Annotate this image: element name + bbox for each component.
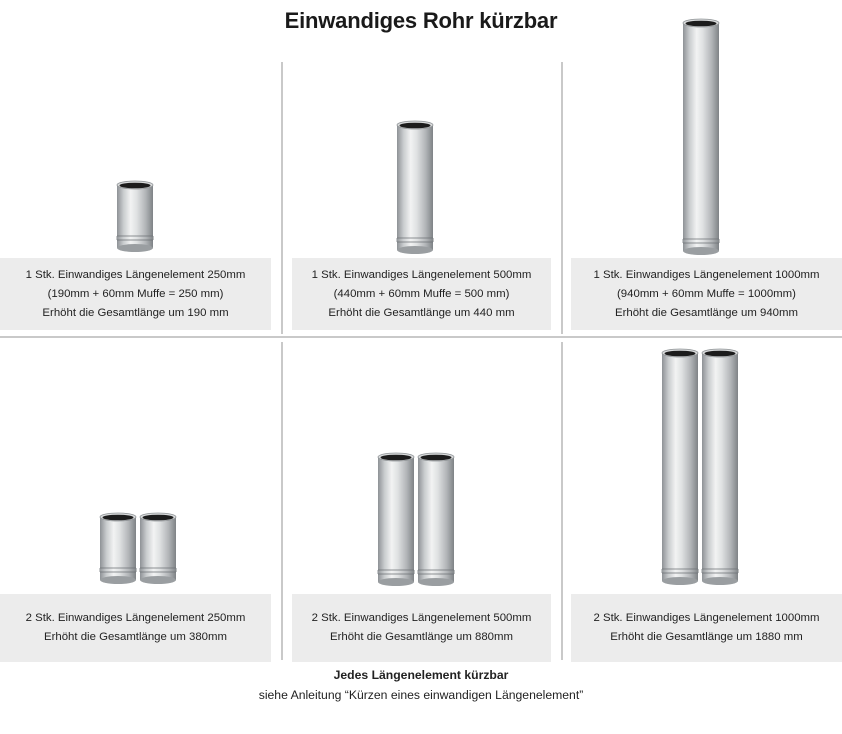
pipe: [662, 349, 699, 585]
caption-line: Erhöht die Gesamtlänge um 1880 mm: [610, 631, 803, 643]
caption-line: Erhöht die Gesamtlänge um 190 mm: [42, 306, 229, 319]
footer-heading: Jedes Längenelement kürzbar: [333, 668, 509, 682]
caption-2x250: [0, 594, 271, 662]
pipe: [140, 513, 177, 584]
caption-line: (440mm + 60mm Muffe = 500 mm): [333, 287, 510, 300]
caption-1x250: [0, 258, 271, 330]
caption-1x1000: [571, 258, 842, 330]
caption-line: Erhöht die Gesamtlänge um 380mm: [44, 631, 227, 643]
pipe-image-2x1000: [650, 348, 750, 590]
caption-line: 1 Stk. Einwandiges Längenelement 1000mm: [593, 268, 820, 281]
pipe-image-2x250: [88, 512, 188, 592]
caption-line: 1 Stk. Einwandiges Längenelement 500mm: [311, 268, 532, 281]
pipe: [117, 181, 154, 252]
grid-divider: [0, 336, 842, 338]
pipe-image-1x500: [380, 120, 450, 260]
grid-divider: [561, 62, 563, 334]
caption-2x1000: [571, 594, 842, 662]
pipe: [378, 453, 415, 586]
pipe: [397, 121, 434, 254]
caption-1x500: [292, 258, 551, 330]
pipe: [683, 19, 720, 255]
footer-note: siehe Anleitung “Kürzen eines einwandigen Längenelement”: [258, 688, 584, 702]
pipe: [418, 453, 455, 586]
caption-line: 1 Stk. Einwandiges Längenelement 250mm: [25, 268, 246, 281]
pipe-image-2x500: [366, 452, 466, 592]
pipe: [702, 349, 739, 585]
grid-divider: [281, 62, 283, 334]
caption-line: Erhöht die Gesamtlänge um 940mm: [615, 306, 798, 319]
caption-line: Erhöht die Gesamtlänge um 440 mm: [328, 306, 515, 319]
caption-2x500: [292, 594, 551, 662]
grid-divider: [561, 342, 563, 660]
caption-line: (190mm + 60mm Muffe = 250 mm): [47, 287, 224, 300]
caption-line: 2 Stk. Einwandiges Längenelement 1000mm: [593, 612, 820, 624]
caption-line: (940mm + 60mm Muffe = 1000mm): [617, 287, 796, 300]
pipe-image-1x250: [100, 180, 170, 260]
page-title: Einwandiges Rohr kürzbar: [284, 8, 558, 33]
caption-line: Erhöht die Gesamtlänge um 880mm: [330, 631, 513, 643]
caption-line: 2 Stk. Einwandiges Längenelement 250mm: [25, 612, 246, 624]
pipe: [100, 513, 137, 584]
grid-divider: [281, 342, 283, 660]
pipe-image-1x1000: [666, 18, 736, 260]
caption-line: 2 Stk. Einwandiges Längenelement 500mm: [311, 612, 532, 624]
